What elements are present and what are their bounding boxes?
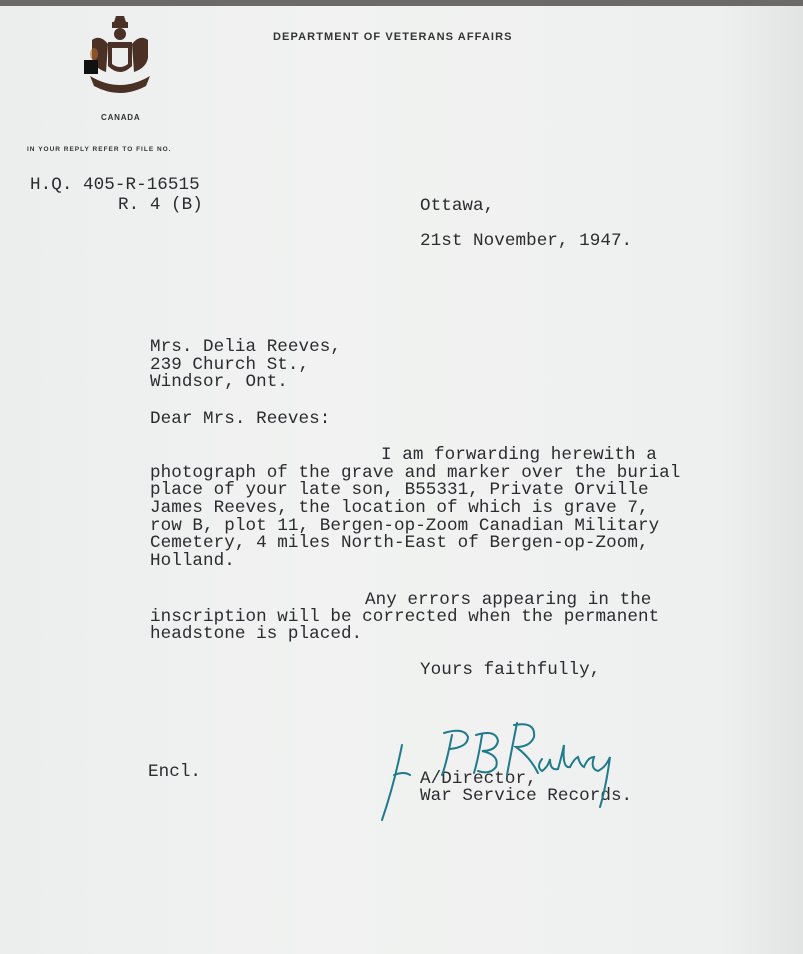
- department-heading: DEPARTMENT OF VETERANS AFFAIRS: [273, 31, 513, 43]
- paragraph2-line: inscription will be corrected when the permanent: [150, 607, 660, 627]
- file-reference-sub: R. 4 (B): [118, 195, 203, 215]
- recipient-name: Mrs. Delia Reeves,: [150, 337, 341, 357]
- paragraph1-line: I am forwarding herewith a: [381, 445, 657, 465]
- salutation: Dear Mrs. Reeves:: [150, 409, 331, 429]
- paragraph2-line: headstone is placed.: [150, 624, 363, 644]
- recipient-street: 239 Church St.,: [150, 355, 310, 375]
- enclosure-note: Encl.: [148, 762, 202, 782]
- handwritten-signature: [372, 715, 622, 825]
- paragraph1-line: row B, plot 11, Bergen-op-Zoom Canadian Military: [150, 516, 660, 536]
- paragraph1-line: Cemetery, 4 miles North-East of Bergen-op-Zoom,: [150, 533, 649, 553]
- recipient-city: Windsor, Ont.: [150, 372, 288, 392]
- paragraph1-line: photograph of the grave and marker over the burial: [150, 463, 681, 483]
- coat-of-arms-logo: [78, 14, 162, 104]
- paragraph1-line: Holland.: [150, 551, 235, 571]
- paragraph2-line: Any errors appearing in the: [365, 590, 652, 610]
- letter-date: 21st November, 1947.: [420, 231, 633, 251]
- signatory-title: A/Director,: [420, 769, 537, 789]
- file-reference: H.Q. 405-R-16515: [30, 175, 200, 195]
- signatory-office: War Service Records.: [420, 786, 633, 806]
- reply-reference-label: IN YOUR REPLY REFER TO FILE NO.: [27, 146, 172, 153]
- place: Ottawa,: [420, 196, 495, 216]
- closing: Yours faithfully,: [420, 660, 601, 680]
- scan-border: [0, 0, 803, 6]
- paragraph1-line: James Reeves, the location of which is grave 7,: [150, 498, 649, 518]
- country-label: CANADA: [101, 113, 141, 122]
- paragraph1-line: place of your late son, B55331, Private Orville: [150, 480, 649, 500]
